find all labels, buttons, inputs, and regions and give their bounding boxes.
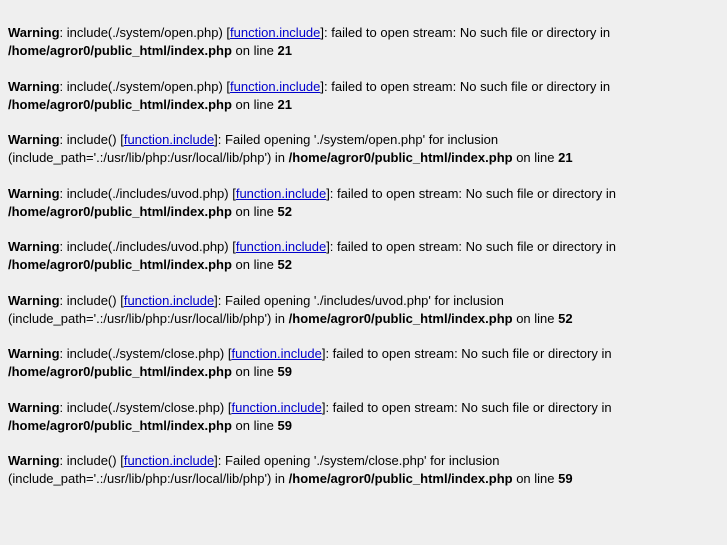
warning-detail: ]: Failed opening './system/close.php' for inclusion (include_path='.:/usr/lib/php:/usr/local/lib/php') in: [8, 453, 500, 486]
warning-message: [8, 452, 719, 488]
warning-call: : include() [: [59, 453, 124, 468]
warning-line-text: on line: [512, 310, 559, 326]
function-include-link[interactable]: function.include: [230, 25, 321, 40]
warning-label: Warning: [8, 399, 60, 415]
warning-label: Warning: [8, 239, 60, 254]
warning-line-text: on line: [231, 257, 278, 272]
warning-call: : include(./system/close.php) [: [59, 346, 232, 361]
warning-line-number: 52: [277, 257, 292, 272]
warning-message: [8, 345, 719, 381]
warning-call: : include() [: [59, 132, 124, 147]
warning-message: [8, 238, 719, 274]
warning-detail: ]: failed to open stream: No such file or directory in: [326, 239, 616, 254]
function-include-link[interactable]: function.include: [231, 346, 322, 361]
warning-line-number: 52: [558, 310, 573, 326]
warning-line-number: 59: [558, 471, 573, 486]
warning-file-path: /home/agror0/public_html/index.php: [8, 257, 232, 272]
warning-detail: ]: failed to open stream: No such file or directory in: [320, 78, 611, 94]
warning-detail: ]: Failed opening './includes/uvod.php' for inclusion (include_path='.:/usr/lib/php:/usr/local/lib/php') in: [8, 292, 504, 326]
warning-file-path: /home/agror0/public_html/index.php: [288, 150, 513, 165]
function-include-link[interactable]: function.include: [235, 239, 327, 254]
warning-detail: ]: Failed opening './system/open.php' for inclusion (include_path='.:/usr/lib/php:/usr/local/lib/php') in: [8, 132, 499, 165]
function-include-link[interactable]: function.include: [123, 453, 215, 468]
function-include-link[interactable]: function.include: [235, 185, 327, 201]
warning-label: Warning: [8, 346, 60, 361]
function-include-link[interactable]: function.include: [123, 292, 215, 308]
warning-label: Warning: [8, 25, 60, 40]
warning-label: Warning: [8, 453, 60, 468]
function-include-link[interactable]: function.include: [123, 132, 215, 147]
warning-message: [8, 399, 719, 435]
warning-line-text: on line: [512, 150, 559, 165]
warning-message: [8, 24, 719, 60]
warning-line-number: 21: [277, 96, 292, 112]
warning-line-text: on line: [231, 43, 278, 58]
warning-label: Warning: [8, 185, 60, 201]
warning-message: [8, 131, 719, 167]
warning-line-number: 21: [558, 150, 573, 165]
warning-message: [8, 185, 719, 221]
warning-label: Warning: [8, 132, 60, 147]
warning-file-path: /home/agror0/public_html/index.php: [8, 43, 232, 58]
function-include-link[interactable]: function.include: [231, 399, 322, 415]
warning-call: : include(./system/open.php) [: [59, 25, 231, 40]
warning-detail: ]: failed to open stream: No such file or directory in: [321, 346, 612, 361]
warning-detail: ]: failed to open stream: No such file or directory in: [320, 25, 611, 40]
warning-call: : include(./system/close.php) [: [59, 399, 232, 415]
warning-line-text: on line: [231, 203, 278, 219]
warning-file-path: /home/agror0/public_html/index.php: [8, 203, 232, 219]
warning-line-number: 21: [277, 43, 292, 58]
warning-call: : include(./system/open.php) [: [59, 78, 231, 94]
warning-line-text: on line: [231, 417, 278, 433]
warning-call: : include(./includes/uvod.php) [: [59, 239, 236, 254]
warning-call: : include(./includes/uvod.php) [: [59, 185, 236, 201]
warning-file-path: /home/agror0/public_html/index.php: [288, 471, 513, 486]
warning-detail: ]: failed to open stream: No such file or directory in: [321, 399, 612, 415]
warning-file-path: /home/agror0/public_html/index.php: [8, 364, 232, 379]
warning-line-text: on line: [231, 364, 278, 379]
warning-line-number: 59: [277, 364, 292, 379]
function-include-link[interactable]: function.include: [230, 78, 321, 94]
warning-call: : include() [: [59, 292, 124, 308]
warning-file-path: /home/agror0/public_html/index.php: [288, 310, 513, 326]
warning-file-path: /home/agror0/public_html/index.php: [8, 96, 232, 112]
warning-label: Warning: [8, 292, 60, 308]
warning-label: Warning: [8, 78, 60, 94]
warning-line-number: 59: [277, 417, 292, 433]
warning-line-number: 52: [277, 203, 292, 219]
warning-file-path: /home/agror0/public_html/index.php: [8, 417, 232, 433]
warning-message: [8, 292, 719, 328]
warning-message: [8, 78, 719, 114]
warning-line-text: on line: [512, 471, 559, 486]
warning-detail: ]: failed to open stream: No such file or directory in: [326, 185, 616, 201]
warning-line-text: on line: [231, 96, 278, 112]
